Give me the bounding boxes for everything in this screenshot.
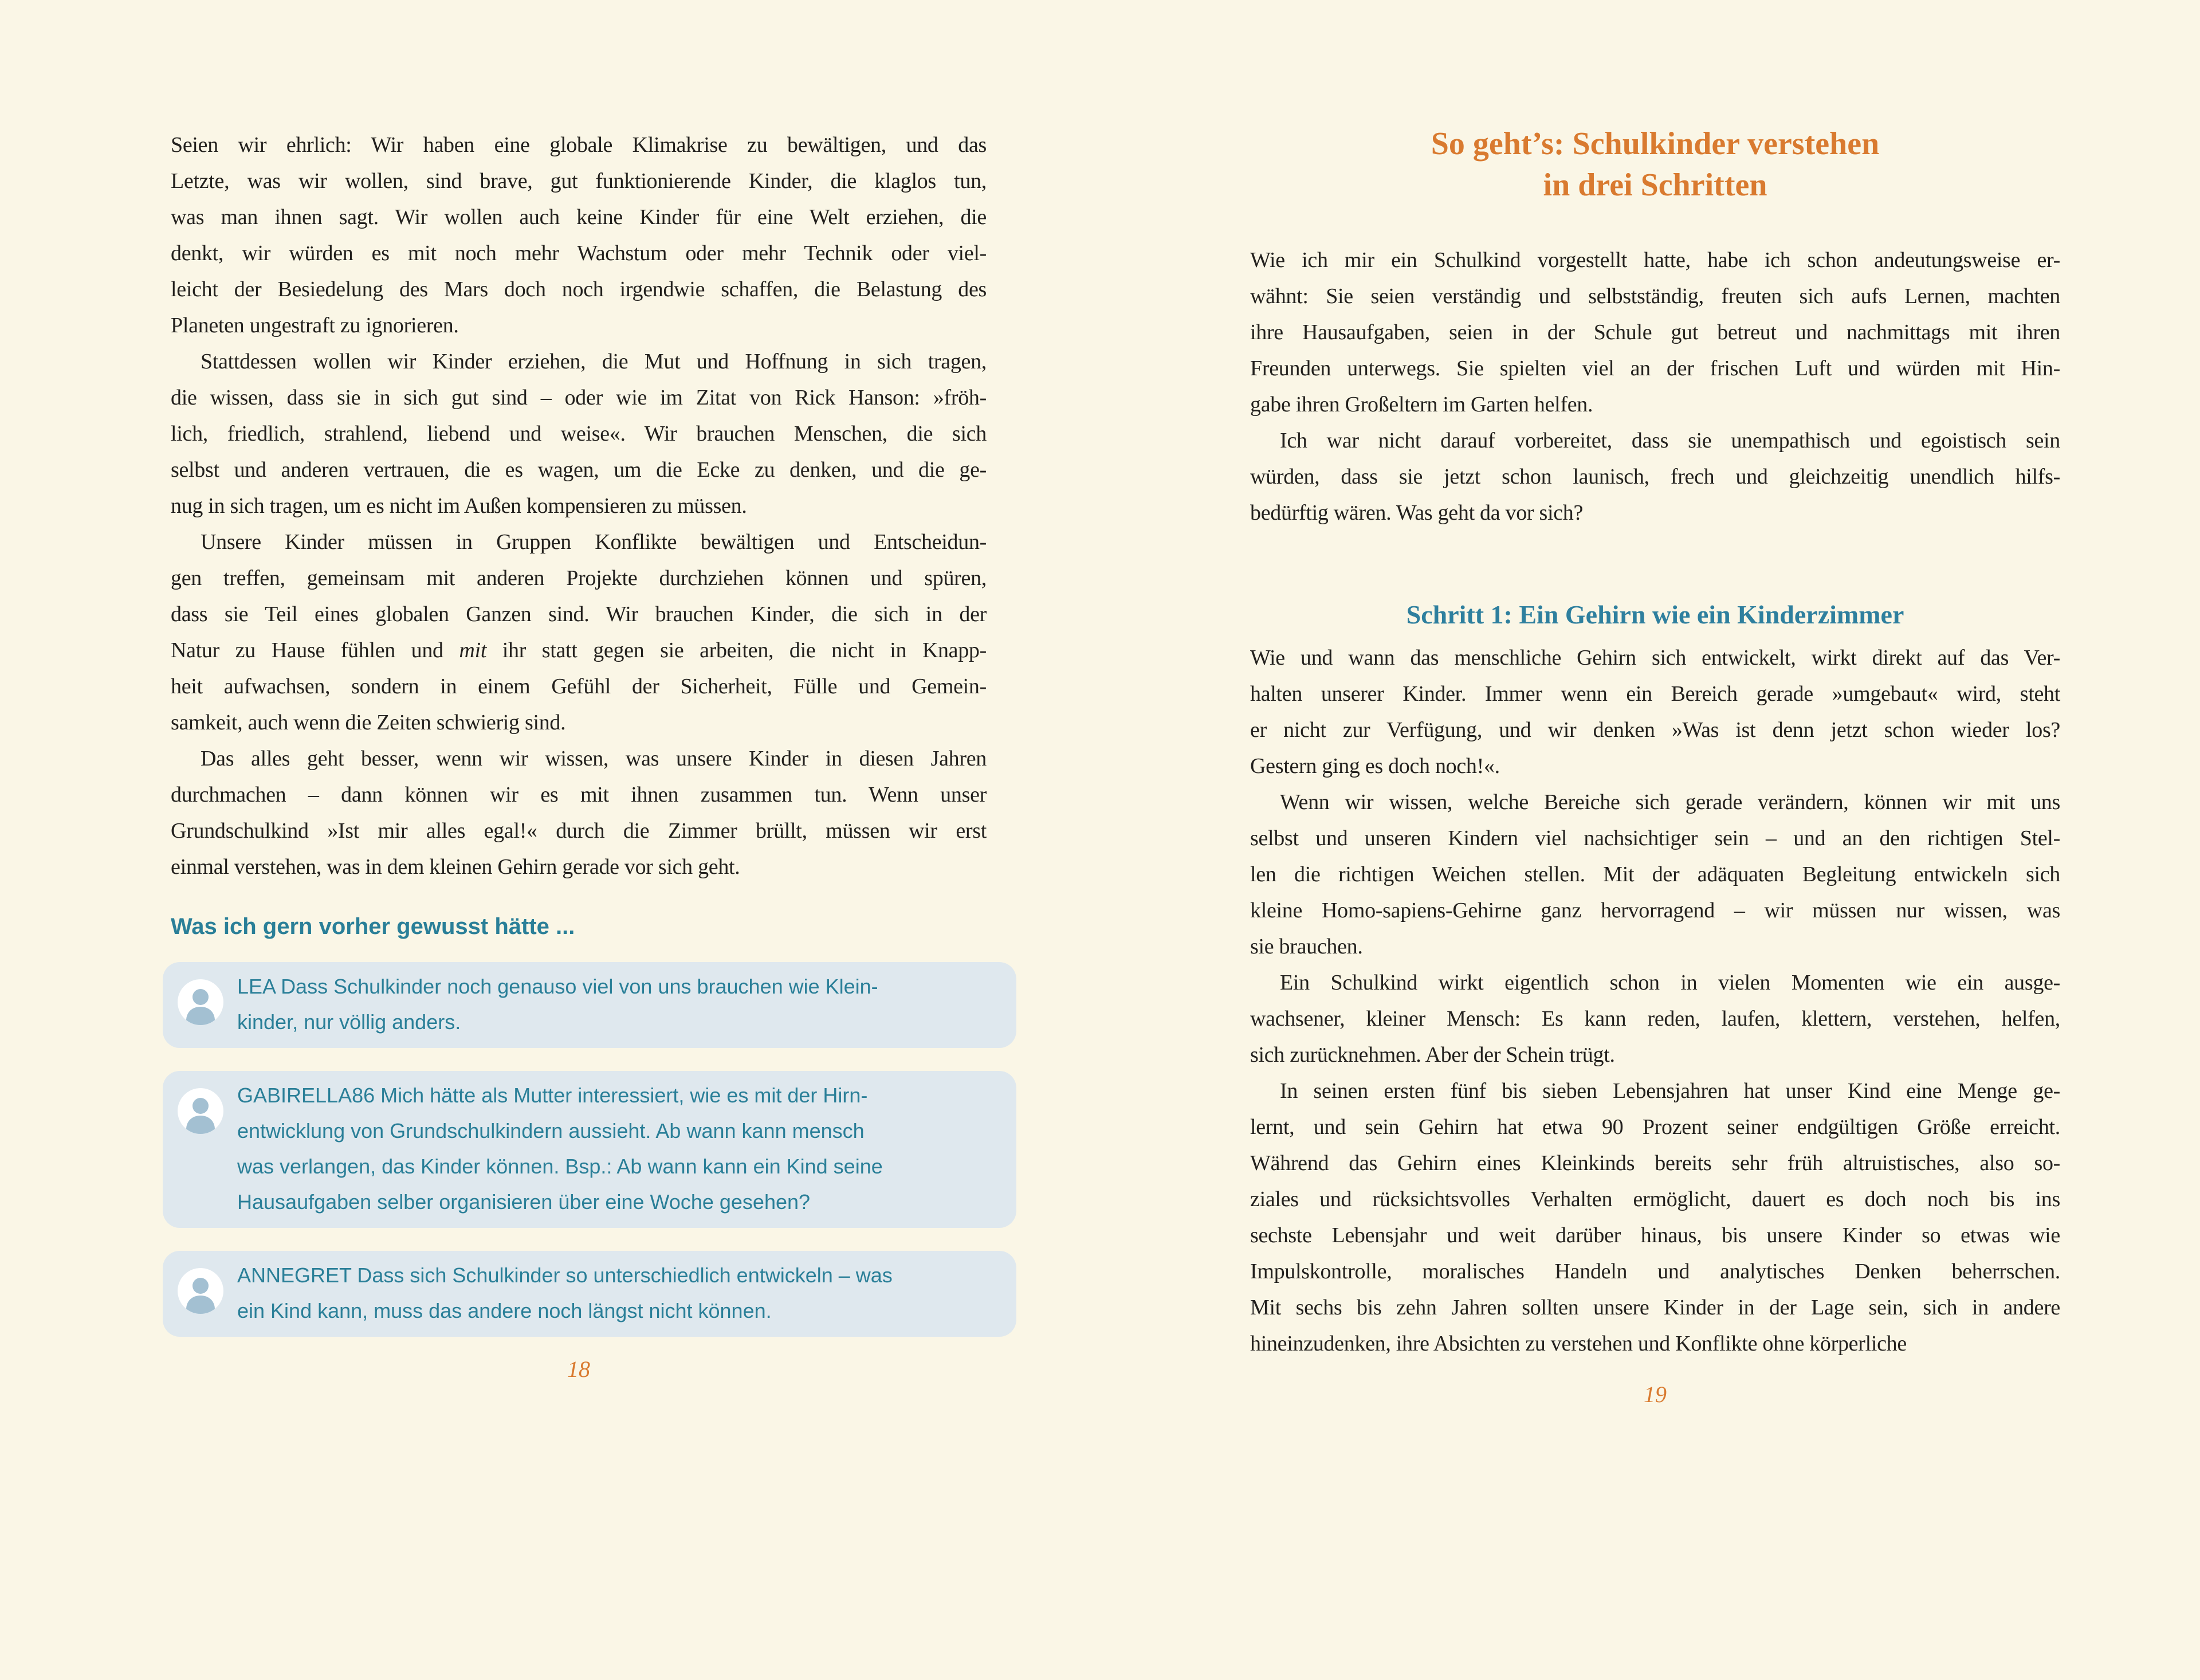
text-line: sich zurücknehmen. Aber der Schein trügt.	[1250, 1043, 1615, 1067]
text-line: durchmachen – dann können wir es mit ihnen zusammen tun. Wenn unser	[171, 783, 987, 807]
text-line: Planeten ungestraft zu ignorieren.	[171, 313, 459, 337]
text-line: Unsere Kinder müssen in Gruppen Konflikte bewältigen und Entscheidun-	[201, 530, 987, 554]
right-page	[1250, 0, 2060, 1676]
comment-username: GABIRELLA86	[237, 1084, 381, 1107]
text-line: würden, dass sie jetzt schon launisch, frech und gleichzeitig unendlich hilfs-	[1250, 465, 2060, 489]
text-line: Freunden unterwegs. Sie spielten viel an der frischen Luft und würden mit Hin-	[1250, 356, 2060, 380]
comment-line: kinder, nur völlig anders.	[237, 1010, 461, 1034]
text-line: Ich war nicht darauf vorbereitet, dass sie unempathisch und egoistisch sein	[1280, 429, 2060, 453]
left-page	[171, 0, 987, 1680]
text-line: hineinzudenken, ihre Absichten zu verstehen und Konflikte ohne körperliche	[1250, 1332, 1907, 1356]
chapter-heading	[1250, 123, 2060, 206]
text-line: selbst und unseren Kindern viel nachsichtiger sein – und an den richtigen Stel-	[1250, 826, 2060, 850]
text-line: gen treffen, gemeinsam mit anderen Projekte durchziehen können und spüren,	[171, 566, 987, 590]
comment-line: LEA Dass Schulkinder noch genauso viel von uns brauchen wie Klein-	[237, 975, 878, 998]
text-line: leicht der Besiedelung des Mars doch noch irgendwie schaffen, die Belastung des	[171, 277, 987, 301]
comment-list	[171, 962, 987, 1337]
text-line: die wissen, dass sie in sich gut sind – oder wie im Zitat von Rick Hanson: »fröh-	[171, 386, 987, 410]
text-line: wähnt: Sie seien verständig und selbstständig, freuten sich aufs Lernen, machten	[1250, 284, 2060, 308]
text-line: nug in sich tragen, um es nicht im Außen kompensieren zu müssen.	[171, 494, 747, 518]
text-line: Letzte, was wir wollen, sind brave, gut funktionierende Kinder, die klaglos tun,	[171, 169, 987, 193]
text-line: halten unserer Kinder. Immer wenn ein Bereich gerade »umgebaut« wird, steht	[1250, 682, 2060, 706]
text-line: Wie und wann das menschliche Gehirn sich entwickelt, wirkt direkt auf das Ver-	[1250, 646, 2060, 670]
text-line: heit aufwachsen, sondern in einem Gefühl der Sicherheit, Fülle und Gemein-	[171, 674, 987, 698]
text-line: Das alles geht besser, wenn wir wissen, was unsere Kinder in diesen Jahren	[201, 747, 987, 771]
comment-line: was verlangen, das Kinder können. Bsp.: Ab wann kann ein Kind seine	[237, 1155, 883, 1178]
text-line: dass sie Teil eines globalen Ganzen sind. Wir brauchen Kinder, die sich in der	[171, 602, 987, 626]
text-line: lich, friedlich, strahlend, liebend und weise«. Wir brauchen Menschen, die sich	[171, 422, 987, 446]
comment-username: LEA	[237, 975, 281, 998]
text-line: Natur zu Hause fühlen und mit ihr statt gegen sie arbeiten, die nicht in Knapp-	[171, 638, 987, 662]
text-line: Wie ich mir ein Schulkind vorgestellt hatte, habe ich schon andeutungsweise er-	[1250, 248, 2060, 272]
comment-box	[163, 1251, 1016, 1337]
text-line: samkeit, auch wenn die Zeiten schwierig sind.	[171, 711, 566, 735]
text-line: wachsener, kleiner Mensch: Es kann reden, laufen, klettern, verstehen, helfen,	[1250, 1007, 2060, 1031]
text-line: selbst und anderen vertrauen, die es wagen, um die Ecke zu denken, und die ge-	[171, 458, 987, 482]
comment-box	[163, 1071, 1016, 1228]
text-line: Stattdessen wollen wir Kinder erziehen, die Mut und Hoffnung in sich tragen,	[201, 350, 987, 374]
right-body-text-bottom	[1250, 640, 2060, 1362]
comment-username: ANNEGRET	[237, 1263, 358, 1287]
text-line: kleine Homo-sapiens-Gehirne ganz hervorragend – wir müssen nur wissen, was	[1250, 898, 2060, 923]
step-heading: Schritt 1: Ein Gehirn wie ein Kinderzimmer	[1406, 600, 1904, 629]
comment-line: ANNEGRET Dass sich Schulkinder so unterschiedlich entwickeln – was	[237, 1263, 893, 1287]
text-line: ihre Hausaufgaben, seien in der Schule gut betreut und nachmittags mit ihren	[1250, 320, 2060, 344]
text-line: len die richtigen Weichen stellen. Mit der adäquaten Begleitung entwickeln sich	[1250, 862, 2060, 886]
text-line: sechste Lebensjahr und weit darüber hinaus, bis unsere Kinder so etwas wie	[1250, 1223, 2060, 1247]
text-line: Impulskontrolle, moralisches Handeln und analytisches Denken beherrschen.	[1250, 1259, 2060, 1283]
comment-line: entwicklung von Grundschulkindern aussieht. Ab wann kann mensch	[237, 1119, 865, 1143]
comment-line: GABIRELLA86 Mich hätte als Mutter interessiert, wie es mit der Hirn-	[237, 1084, 868, 1107]
text-line: einmal verstehen, was in dem kleinen Gehirn gerade vor sich geht.	[171, 855, 740, 879]
user-avatar-icon	[178, 979, 223, 1025]
right-body-text-top	[1250, 242, 2060, 531]
text-line: Wenn wir wissen, welche Bereiche sich gerade verändern, können wir mit uns	[1280, 790, 2060, 814]
comment-line: Hausaufgaben selber organisieren über eine Woche gesehen?	[237, 1190, 811, 1214]
text-line: ziales und rücksichtsvolles Verhalten ermöglicht, dauert es doch noch bis ins	[1250, 1187, 2060, 1211]
text-line: gabe ihren Großeltern im Garten helfen.	[1250, 392, 1593, 417]
left-body-text	[171, 127, 987, 885]
user-avatar-icon	[178, 1268, 223, 1314]
comment-line: ein Kind kann, muss das andere noch längst nicht können.	[237, 1299, 772, 1322]
comment-box	[163, 962, 1016, 1048]
chapter-heading-line-1: So geht’s: Schulkinder verstehen	[1431, 126, 1880, 162]
text-line: Seien wir ehrlich: Wir haben eine globale Klimakrise zu bewältigen, und das	[171, 133, 987, 157]
text-line: sie brauchen.	[1250, 935, 1363, 959]
chapter-heading-line-2: in drei Schritten	[1543, 167, 1767, 203]
section-heading: Was ich gern vorher gewusst hätte ...	[171, 914, 575, 939]
text-line: was man ihnen sagt. Wir wollen auch keine Kinder für eine Welt erziehen, die	[171, 205, 987, 229]
text-line: denkt, wir würden es mit noch mehr Wachstum oder mehr Technik oder viel-	[171, 241, 987, 265]
text-line: lernt, und sein Gehirn hat etwa 90 Prozent seiner endgültigen Größe erreicht.	[1250, 1115, 2060, 1139]
text-line: Mit sechs bis zehn Jahren sollten unsere Kinder in der Lage sein, sich in andere	[1250, 1296, 2060, 1320]
text-line: Grundschulkind »Ist mir alles egal!« durch die Zimmer brüllt, müssen wir erst	[171, 819, 987, 843]
text-line: In seinen ersten fünf bis sieben Lebensjahren hat unser Kind eine Menge ge-	[1280, 1079, 2060, 1103]
text-line: bedürftig wären. Was geht da vor sich?	[1250, 501, 1584, 525]
text-line: Während das Gehirn eines Kleinkinds bereits sehr früh altruistisches, also so-	[1250, 1151, 2060, 1175]
page-number-left: 18	[567, 1356, 590, 1382]
page-number-right: 19	[1644, 1381, 1667, 1407]
text-line: er nicht zur Verfügung, und wir denken »Was ist denn jetzt schon wieder los?	[1250, 718, 2060, 742]
text-line: Gestern ging es doch noch!«.	[1250, 754, 1500, 778]
text-line: Ein Schulkind wirkt eigentlich schon in vielen Momenten wie ein ausge-	[1280, 971, 2060, 995]
user-avatar-icon	[178, 1088, 223, 1134]
